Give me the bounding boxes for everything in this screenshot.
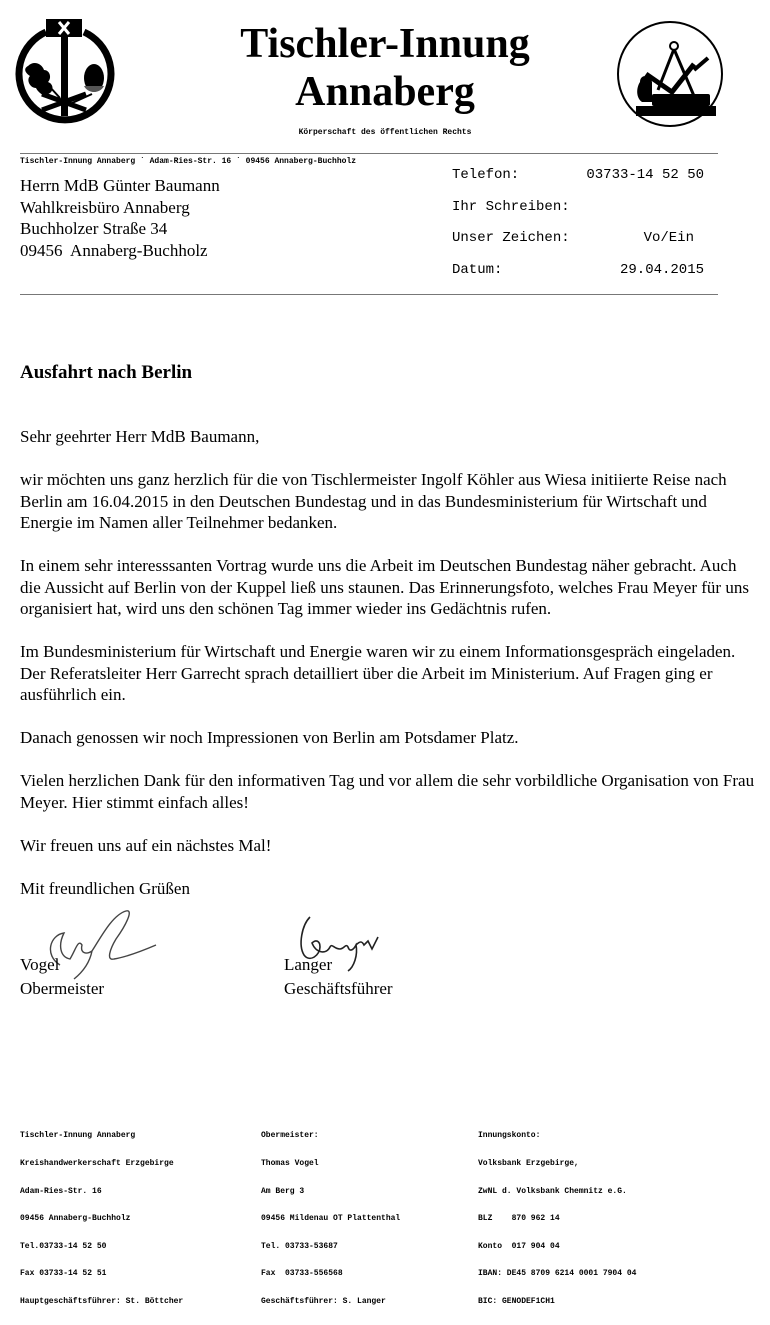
paragraph: In einem sehr interesssanten Vortrag wurde uns die Arbeit im Deutschen Bundestag näher gebracht. Auch die Aussicht auf Berlin von der Kuppel ließ uns staunen. Das Erinnerungsfoto, welches Frau Meyer für uns organisiert hat, wird uns den schönen Tag immer wieder ins Gedächtnis rufen.	[20, 556, 749, 618]
signatory-langer	[284, 953, 393, 1001]
recipient-line: Wahlkreisbüro Annaberg	[20, 197, 190, 217]
footer-line: Innungskonto:	[478, 1131, 541, 1141]
info-row-datum	[452, 262, 704, 294]
footer-line: Konto 017 904 04	[478, 1241, 560, 1251]
signatory-role: Obermeister	[20, 979, 105, 998]
footer-line: 09456 Mildenau OT Plattenthal	[261, 1214, 401, 1224]
footer-line: Tel. 03733-53687	[261, 1241, 338, 1251]
paragraph: wir möchten uns ganz herzlich für die von Tischlermeister Ingolf Köhler aus Wiesa initiierte Reise nach Berlin am 16.04.2015 in den Deutschen Bundestag und in das Bundesministerium für Wirtschaft und Energie im Namen aller Teilnehmer bedanken.	[20, 470, 727, 532]
footer-line: Volksbank Erzgebirge,	[478, 1159, 579, 1169]
salutation: Sehr geehrter Herr MdB Baumann,	[20, 427, 260, 446]
paragraph: Wir freuen uns auf ein nächstes Mal!	[20, 835, 272, 855]
signatory-name: Vogel	[20, 955, 60, 974]
paragraph: Im Bundesministerium für Wirtschaft und Energie waren wir zu einem Informationsgespräch eingeladen. Der Referatsleiter Herr Garrecht sprach detailliert über die Arbeit im Ministerium. Auf Fragen ging er ausführlich ein.	[20, 642, 736, 704]
info-value: Vo/Ein	[643, 230, 694, 246]
signatory-name: Langer	[284, 955, 333, 974]
recipient-line: Herrn MdB Günter Baumann	[20, 176, 220, 195]
address-divider	[20, 294, 718, 295]
footer-column-obermeister	[261, 1113, 400, 1325]
recipient-address	[20, 175, 220, 261]
footer-line: BLZ 870 962 14	[478, 1214, 560, 1224]
footer-line: IBAN: DE45 8709 6214 0001 7904 04	[478, 1269, 637, 1279]
signatory-vogel	[20, 953, 104, 1001]
org-title	[150, 20, 620, 116]
letter-subject: Ausfahrt nach Berlin	[20, 362, 193, 383]
footer-line: Adam-Ries-Str. 16	[20, 1186, 102, 1196]
footer-line: Thomas Vogel	[261, 1159, 319, 1169]
footer-line: Tischler-Innung Annaberg	[20, 1131, 136, 1141]
info-row-ihr-schreiben	[452, 199, 704, 231]
footer-line: Fax 03733-14 52 51	[20, 1269, 107, 1279]
org-subtitle: Körperschaft des öffentlichen Rechts	[298, 128, 472, 137]
org-title-line-1: Tischler-Innung	[240, 21, 530, 67]
paragraph: Danach genossen wir noch Impressionen von Berlin am Potsdamer Platz.	[20, 728, 519, 747]
info-value: 03733-14 52 50	[586, 167, 704, 183]
footer-column-organization	[20, 1113, 183, 1325]
footer-line: Tel.03733-14 52 50	[20, 1241, 107, 1251]
footer-line: Geschäftsführer: S. Langer	[261, 1297, 386, 1307]
footer-column-bank	[478, 1113, 636, 1325]
signatory-role: Geschäftsführer	[284, 979, 393, 998]
header-divider	[20, 153, 718, 154]
info-row-telefon	[452, 167, 704, 199]
info-value: 29.04.2015	[619, 261, 704, 278]
signature-area	[20, 915, 580, 1005]
footer-line: Am Berg 3	[261, 1186, 305, 1196]
recipient-line: Buchholzer Straße 34	[20, 219, 168, 238]
info-row-unser-zeichen	[452, 230, 704, 262]
hammer-oak-leaf-acorn-emblem-icon	[8, 14, 120, 126]
letter-body	[20, 426, 760, 921]
footer-line: BIC: GENODEF1CH1	[478, 1297, 555, 1307]
info-label: Unser Zeichen:	[452, 230, 570, 246]
footer-line: 09456 Annaberg-Buchholz	[20, 1214, 131, 1224]
sender-return-address: Tischler-Innung Annaberg ˙ Adam-Ries-Str. 16 ˙ 09456 Annaberg-Buchholz	[20, 157, 357, 166]
footer-line: Obermeister:	[261, 1131, 319, 1141]
footer-line: Kreishandwerkerschaft Erzgebirge	[20, 1159, 174, 1169]
org-title-line-2: Annaberg	[295, 69, 475, 115]
reference-info-block	[452, 167, 704, 293]
closing: Mit freundlichen Grüßen	[20, 878, 190, 898]
footer-line: Fax 03733-556568	[261, 1269, 343, 1279]
info-label: Datum:	[452, 261, 503, 278]
recipient-line: 09456 Annaberg-Buchholz	[20, 240, 208, 260]
carpenter-plane-compass-square-emblem-icon	[610, 18, 730, 130]
paragraph: Vielen herzlichen Dank für den informativen Tag und vor allem die sehr vorbildliche Organisation von Frau Meyer. Hier stimmt einfach alles!	[20, 771, 755, 812]
footer-line: Hauptgeschäftsführer: St. Böttcher	[20, 1297, 184, 1307]
footer-line: ZwNL d. Volksbank Chemnitz e.G.	[478, 1186, 627, 1196]
info-label: Ihr Schreiben:	[452, 198, 570, 215]
info-label: Telefon:	[452, 167, 520, 183]
